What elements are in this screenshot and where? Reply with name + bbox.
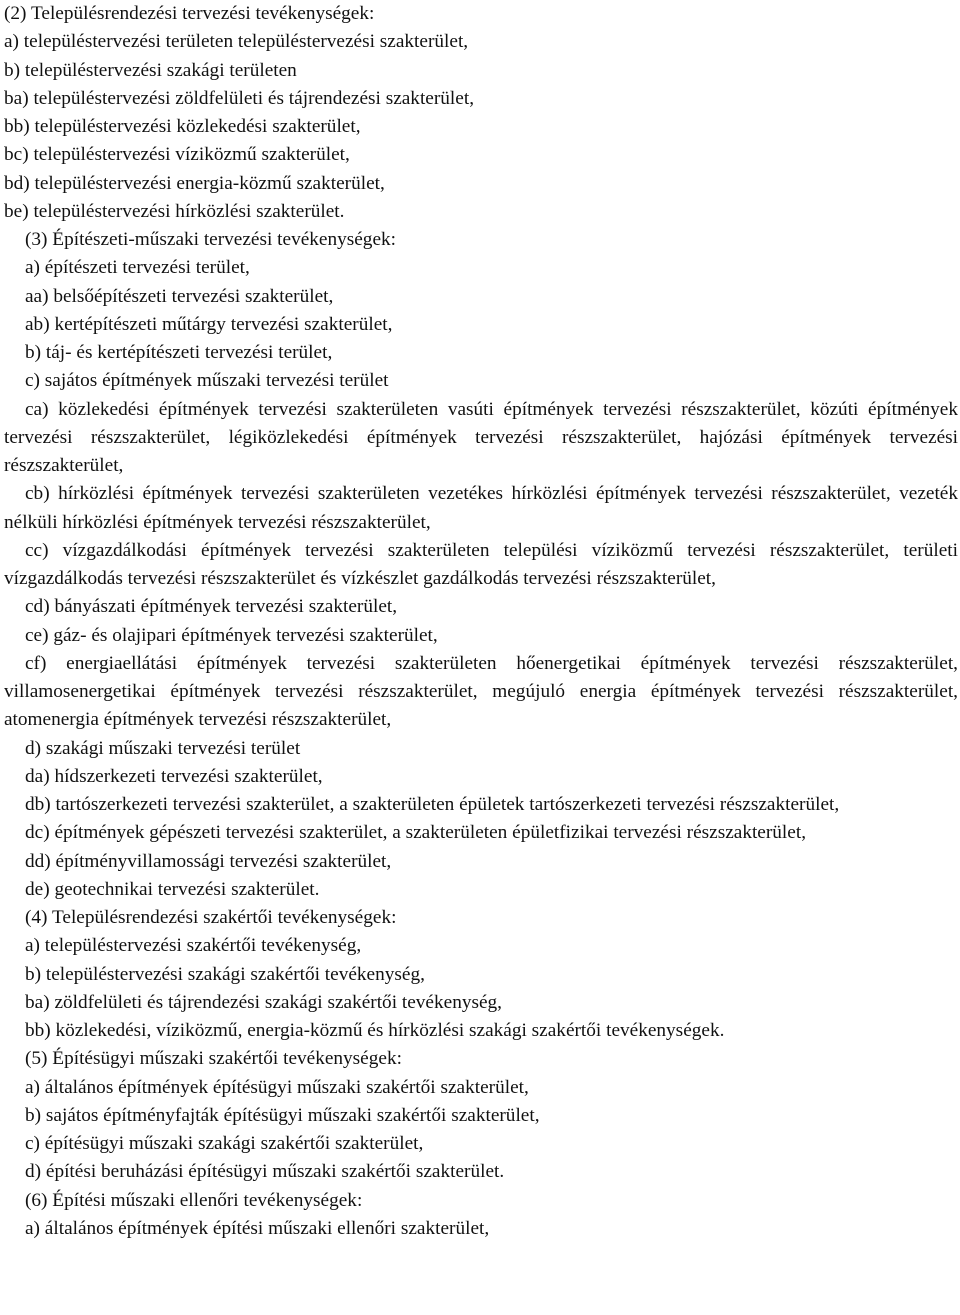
text-line: bb) településtervezési közlekedési szakterület, (4, 116, 361, 137)
paragraph: ca) közlekedési építmények tervezési szakterületen vasúti építmények tervezési részszakterület, közúti építmények tervezési részszakterület, légiközlekedési építmények tervezési részszakterület, hajózási építmények tervezési részszakterület, (4, 398, 958, 476)
text-line: cd) bányászati építmények tervezési szakterület, (25, 596, 398, 618)
text-line: c) sajátos építmények műszaki tervezési terület (25, 370, 389, 392)
paragraph: cb) hírközlési építmények tervezési szakterületen vezetékes hírközlési építmények tervezési részszakterület, vezeték nélküli hírközlési építmények tervezési részszakterület, (4, 483, 958, 533)
text-line: a) építészeti tervezési terület, (25, 257, 250, 279)
text-line: (4) Településrendezési szakértői tevékenységek: (25, 907, 397, 928)
text-line: d) építési beruházási építésügyi műszaki szakértői szakterület. (25, 1161, 505, 1183)
text-line: dd) építményvillamossági tervezési szakterület, (25, 850, 392, 872)
text-line: bb) közlekedési, víziközmű, energia-közmű és hírközlési szakági szakértői tevékenységek. (25, 1020, 725, 1041)
text-line: a) általános építmények építésügyi műszaki szakértői szakterület, (25, 1076, 529, 1098)
text-line: ce) gáz- és olajipari építmények tervezési szakterület, (25, 624, 438, 646)
text-line: ab) kertépítészeti műtárgy tervezési szakterület, (25, 313, 393, 335)
text-line: a) településtervezési területen településtervezési szakterület, (4, 31, 469, 53)
paragraph: cf) energiaellátási építmények tervezési szakterületen hőenergetikai építmények tervezési részszakterület, villamosenergetikai építmények tervezési részszakterület, megújuló energia építmények tervezési részszakterület, atomenergia építmények tervezési részszakterület, (4, 652, 958, 731)
paragraph: cc) vízgazdálkodási építmények tervezési szakterületen települési víziközmű tervezési részszakterület, területi vízgazdálkodás tervezési részszakterület és vízkészlet gazdálkodás tervezési részszakterület, (4, 539, 958, 589)
text-line: b) sajátos építményfajták építésügyi műszaki szakértői szakterület, (25, 1104, 540, 1126)
text-line: b) településtervezési szakági szakértői tevékenység, (25, 963, 425, 985)
paragraph: db) tartószerkezeti tervezési szakterület, a szakterületen épületek tartószerkezeti tervezési részszakterület, (25, 794, 840, 815)
text-line: de) geotechnikai tervezési szakterület. (25, 878, 320, 900)
text-line: b) településtervezési szakági területen (4, 59, 297, 81)
text-line: bd) településtervezési energia-közmű szakterület, (4, 172, 385, 194)
text-line: c) építésügyi műszaki szakági szakértői szakterület, (25, 1133, 424, 1154)
paragraph: dc) építmények gépészeti tervezési szakterület, a szakterületen épületfizikai tervezési részszakterület, (25, 822, 807, 844)
text-line: be) településtervezési hírközlési szakterület. (4, 200, 345, 222)
text-line: (2) Településrendezési tervezési tevékenységek: (4, 3, 375, 24)
text-line: aa) belsőépítészeti tervezési szakterület, (25, 285, 334, 307)
text-line: ba) zöldfelületi és tájrendezési szakági szakértői tevékenység, (25, 991, 502, 1013)
text-line: (6) Építési műszaki ellenőri tevékenységek: (25, 1189, 363, 1211)
text-line: ba) településtervezési zöldfelületi és tájrendezési szakterület, (4, 87, 475, 109)
text-line: b) táj- és kertépítészeti tervezési terület, (25, 342, 333, 363)
text-line: da) hídszerkezeti tervezési szakterület, (25, 765, 323, 787)
text-line: d) szakági műszaki tervezési terület (25, 737, 301, 759)
text-line: bc) településtervezési víziközmű szakterület, (4, 144, 350, 166)
text-line: (5) Építésügyi műszaki szakértői tevékenységek: (25, 1048, 402, 1070)
text-line: (3) Építészeti-műszaki tervezési tevékenységek: (25, 229, 397, 250)
text-line: a) általános építmények építési műszaki ellenőri szakterület, (25, 1217, 490, 1239)
text-line: a) településtervezési szakértői tevékenység, (25, 935, 362, 957)
